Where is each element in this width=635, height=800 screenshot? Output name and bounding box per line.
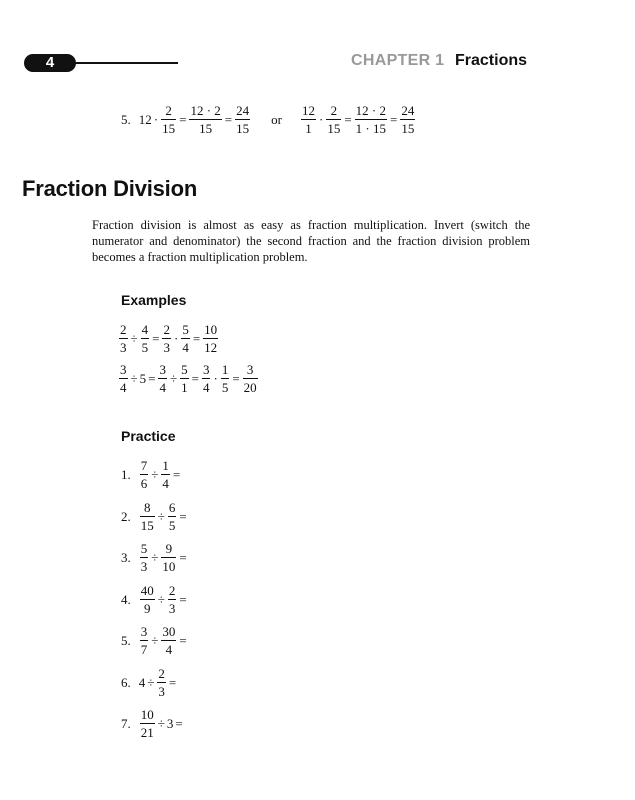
example-1-equation: $\frac{2}{3}$ ÷ $\frac{4}{5}$ = $\frac{2}{3}$ · $\frac{5}{4}$ = $\frac{10}{12}$ (120, 322, 218, 355)
practice-problem-6: 6. 4 ÷ $\frac{2}{3}$ = (121, 666, 177, 699)
examples-title: Examples (121, 292, 187, 308)
fraction: $\frac{7}{6}$ (140, 458, 148, 491)
fraction: $\frac{12}{1}$ (301, 103, 315, 136)
practice-problem-4: 4. $\frac{40}{9}$ ÷ $\frac{2}{3}$ = (121, 583, 187, 616)
fraction: $\frac{3}{7}$ (140, 624, 148, 657)
fraction: $\frac{2}{3}$ (168, 583, 176, 616)
chapter-title: Fractions (455, 52, 528, 69)
practice-problem-5: 5. $\frac{3}{7}$ ÷ $\frac{30}{4}$ = (121, 624, 187, 657)
fraction: $\frac{3}{4}$ (202, 362, 210, 395)
fraction: $\frac{2}{3}$ (158, 666, 165, 699)
page-number: 4 (24, 54, 76, 72)
fraction: $\frac{12 \cdot 2}{15}$ (190, 103, 221, 136)
fraction: $\frac{24}{15}$ (401, 103, 415, 136)
fraction: $\frac{2}{3}$ (163, 322, 170, 355)
header-rule (70, 62, 178, 64)
fraction: $\frac{3}{20}$ (243, 362, 257, 395)
fraction: $\frac{1}{5}$ (221, 362, 229, 395)
fraction: $\frac{2}{15}$ (327, 103, 341, 136)
fraction: $\frac{2}{3}$ (120, 322, 127, 355)
fraction: $\frac{5}{3}$ (140, 541, 148, 574)
fraction: $\frac{12 \cdot 2}{1 \cdot 15}$ (355, 103, 386, 136)
fraction: $\frac{4}{5}$ (141, 322, 149, 355)
section-paragraph: Fraction division is almost as easy as fraction multiplication. Invert (switch the numerator and denominator) the second fraction and the fraction division problem becomes a fraction multiplication problem. (92, 218, 530, 264)
fraction: $\frac{40}{9}$ (140, 583, 154, 616)
fraction: $\frac{1}{4}$ (162, 458, 169, 491)
practice-problem-2: 2. $\frac{8}{15}$ ÷ $\frac{6}{5}$ = (121, 500, 187, 533)
fraction: $\frac{24}{15}$ (236, 103, 250, 136)
fraction: $\frac{5}{1}$ (181, 362, 188, 395)
fraction: $\frac{3}{4}$ (120, 362, 127, 395)
fraction: $\frac{8}{15}$ (140, 500, 154, 533)
practice-problem-7: 7. $\frac{10}{21}$ ÷ 3 = (121, 707, 183, 740)
fraction: $\frac{2}{15}$ (162, 103, 176, 136)
practice-problem-3: 3. $\frac{5}{3}$ ÷ $\frac{9}{10}$ = (121, 541, 187, 574)
chapter-label: CHAPTER 1 (351, 52, 445, 69)
fraction: $\frac{3}{4}$ (159, 362, 166, 395)
practice-problem-1: 1. $\frac{7}{6}$ ÷ $\frac{1}{4}$ = (121, 458, 181, 491)
fraction: $\frac{10}{12}$ (204, 322, 218, 355)
section-title: Fraction Division (22, 176, 198, 201)
fraction: $\frac{9}{10}$ (162, 541, 176, 574)
practice-title: Practice (121, 428, 176, 444)
fraction: $\frac{5}{4}$ (182, 322, 189, 355)
fraction: $\frac{30}{4}$ (162, 624, 176, 657)
prior-example-equation: 5. 12 · $\frac{2}{15}$ = $\frac{12 \cdot 2}{15}$ = $\frac{24}{15}$ or $\frac{12}{1}$ · $\frac{2}{15}$ = $\frac{12 \cdot 2}{1 \cdot 15}$ = $\frac{24}{15}$ (121, 103, 415, 136)
fraction: $\frac{6}{5}$ (168, 500, 176, 533)
fraction: $\frac{10}{21}$ (140, 707, 154, 740)
example-2-equation: $\frac{3}{4}$ ÷ 5 = $\frac{3}{4}$ ÷ $\frac{5}{1}$ = $\frac{3}{4}$ · $\frac{1}{5}$ = $\frac{3}{20}$ (120, 362, 257, 395)
